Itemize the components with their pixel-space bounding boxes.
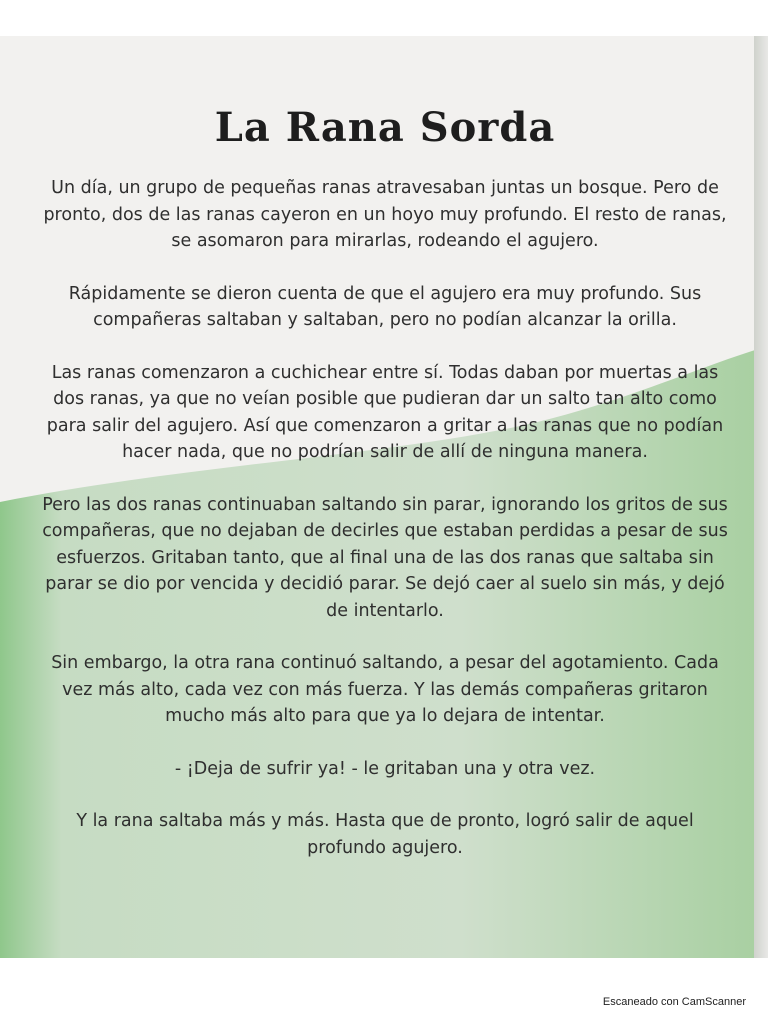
paragraph-6: - ¡Deja de sufrir ya! - le gritaban una y otra vez. [174, 758, 596, 779]
scanner-watermark: Escaneado con CamScanner [602, 996, 746, 1008]
paragraph-7: Y la rana saltaba más y más. Hasta que de pronto, logró salir de aquel profundo agujero. [76, 811, 694, 858]
page-edge-shadow [754, 36, 768, 958]
story-page [0, 36, 768, 958]
paragraph-2: Rápidamente se dieron cuenta de que el agujero era muy profundo. Sus compañeras saltaban y saltaban, pero no podían alcanzar la orilla. [68, 283, 702, 330]
paragraph-4: Pero las dos ranas continuaban saltando sin parar, ignorando los gritos de sus compañeras, que no dejaban de decirles que estaban perdidas a pesar de sus esfuerzos. Gritaban tanto, que al final una de las dos ranas que saltaba sin parar se dio por vencida y decidió parar. Se dejó caer al suelo sin más, y dejó de intentarlo. [42, 494, 728, 621]
paragraph-3: Las ranas comenzaron a cuchichear entre sí. Todas daban por muertas a las dos ranas, ya que no veían posible que pudieran dar un salto tan alto como para salir del agujero. Así que comenzaron a gritar a las ranas que no podían hacer nada, que no podrían salir de allí de ninguna manera. [46, 362, 724, 462]
story-title: La Rana Sorda [214, 104, 556, 151]
paragraph-5: Sin embargo, la otra rana continuó saltando, a pesar del agotamiento. Cada vez más alto, cada vez con más fuerza. Y las demás compañeras gritaron mucho más alto para que ya lo dejara de intentar. [51, 653, 719, 726]
story-content [40, 36, 730, 887]
paragraph-1: Un día, un grupo de pequeñas ranas atravesaban juntas un bosque. Pero de pronto, dos de las ranas cayeron en un hoyo muy profundo. El resto de ranas, se asomaron para mirarlas, rodeando el agujero. [43, 178, 727, 251]
